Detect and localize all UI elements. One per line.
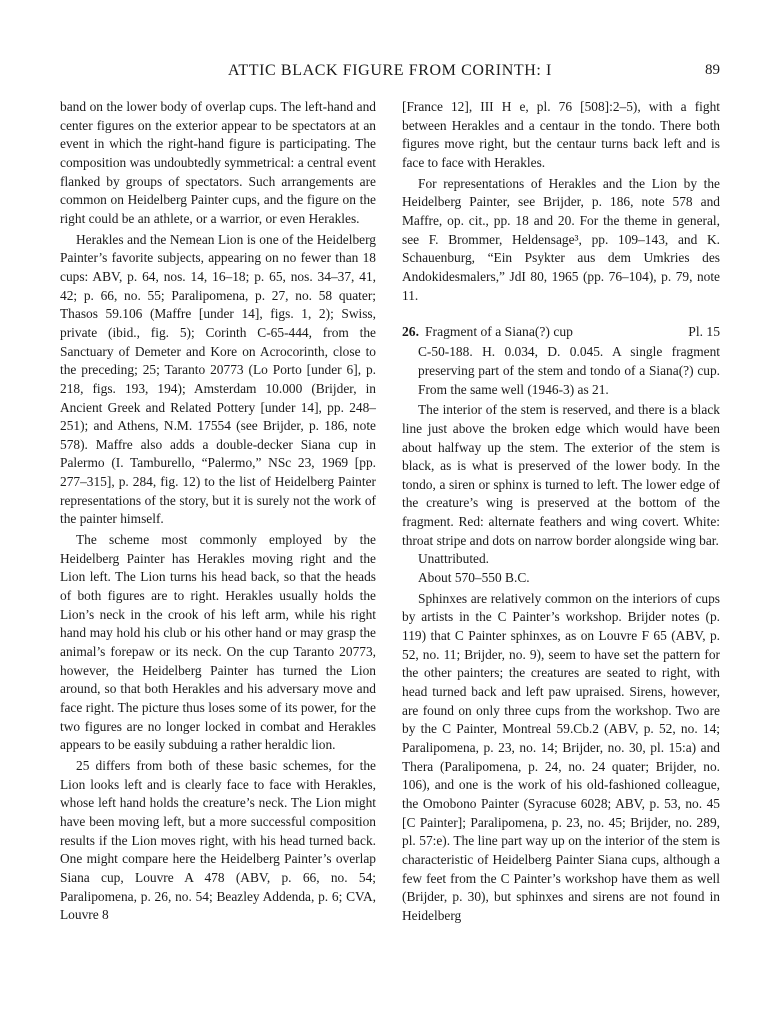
attribution: Unattributed. xyxy=(418,551,490,567)
paragraph: 25 differs from both of these basic schemes, for the Lion looks left and is clearly face to face with Herakles, whose left hand holds the creature’s neck. The Lion might have been moving left, but a more successful composition results if the Lion moves right, with his head turned back. One might compare here the Heidelberg Painter’s overlap Siana cup, Louvre A 478 (ABV, p. 66, no. 54; Paralipomena, p. 26, no. 54; Beazley Addenda, p. 6; CVA, Louvre 8 xyxy=(60,757,376,923)
paragraph: The interior of the stem is reserved, and there is a black line just above the broken edge which would have been about halfway up the stem. The exterior of the stem is black, as is what is preserved of the lower body. In the tondo, a siren or sphinx is turned to left. The lower edge of the creature’s wing is preserved at the bottom of the fragment. Red: alternate feathers and wing covert. White: throat stripe and dots on narrow border alongside wing bar. xyxy=(402,402,720,548)
entry-title: Fragment of a Siana(?) cup xyxy=(425,324,573,340)
entry-plate-reference: Pl. 15 xyxy=(688,324,720,340)
paragraph: [France 12], III H e, pl. 76 [508]:2–5), with a fight between Herakles and a centaur in the tondo. There both figures move right, but the centaur turns back left and is face to face with Herakles. xyxy=(402,99,720,170)
page-header xyxy=(60,62,720,84)
entry-number: 26. xyxy=(402,324,419,340)
left-column xyxy=(60,98,376,925)
running-title: ATTIC BLACK FIGURE FROM CORINTH: I xyxy=(228,62,552,79)
paragraph: Herakles and the Nemean Lion is one of the Heidelberg Painter’s favorite subjects, appearing on no fewer than 18 cups: ABV, p. 64, nos. 14, 16–18; p. 65, nos. 34–37, 41, 42; p. 66, no. 55; Paralipomena, p. 27, no. 58 quater; Thasos 59.106 (Maffre [under 14], figs. 1, 2); Swiss, private (ibid., fig. 5); Corinth C-65-444, from the Sanctuary of Demeter and Kore on Acrocorinth, close to the preceding; 25; Taranto 20773 (Lo Porto [under 6], p. 218, figs. 193, 194); Amsterdam 10.000 (Brijder, in Ancient Greek and Related Pottery [under 14], pp. 248–251); and Athens, N.M. 17554 (see Brijder, p. 186, note 578). Maffre also adds a double-decker Siana cup in Palermo (I. Tamburello, “Palermo,” NSc 23, 1969 [pp. 277–315], p. 284, fig. 12) to the list of Heidelberg Painter representations of the story, but it is surely not the work of the painter himself. xyxy=(60,231,376,527)
entry-description: C-50-188. H. 0.034, D. 0.045. A single fragment preserving part of the stem and tondo of a Siana(?) cup. From the same well (1946-3) as 21. xyxy=(418,344,720,397)
paragraph: Sphinxes are relatively common on the interiors of cups by artists in the C Painter’s workshop. Brijder notes (p. 119) that C Painter sphinxes, as on Louvre F 65 (ABV, p. 52, no. 11; Brijder, no. 9), seem to have set the pattern for the other painters; the creatures are seated to right, with head turned back and left paw upraised. Sirens, however, are found on only three cups from the workshop. Two are by the C Painter, Montreal 59.Cb.2 (ABV, p. 52, no. 14; Paralipomena, p. 23, no. 14; Brijder, no. 30, pl. 15:a) and Thera (Paralipomena, p. 24, no. 24 quater; Brijder, no. 106), and one is the work of his old-fashioned colleague, the Omobono Painter (Syracuse 6028; ABV, p. 53, no. 45 [C Painter]; Paralipomena, p. 23, no. 45; Brijder, no. 289, pl. 57:e). The line part way up on the interior of the stem is characteristic of Heidelberg Painter Siana cups, although a few feet from the C Painter’s workshop have them as well (Brijder, p. 30), but sphinxes and sirens are not found in Heidelberg xyxy=(402,590,720,923)
page-number: 89 xyxy=(705,62,720,78)
paragraph: For representations of Herakles and the Lion by the Heidelberg Painter, see Brijder, p. 186, note 578 and Maffre, op. cit., pp. 18 and 20. For the theme in general, see F. Brommer, Heldensage³, pp. 109–143, and K. Schauenburg, “Ein Psykter aus dem Umkries des Andokidesmalers,” JdI 80, 1965 (pp. 76–104), p. 79, note 11. xyxy=(402,175,720,303)
paragraph: The scheme most commonly employed by the Heidelberg Painter has Herakles moving right and the Lion left. The Lion turns his head back, so that the heads of both figures are to right. Herakles usually holds the Lion’s neck in the crook of his left arm, while his right hand may hold his club or his other hand or may grasp the animal’s forepaw or its neck. On the cup Taranto 20773, however, the Heidelberg Painter has turned the Lion around, so that both Herakles and his adversary move and face right. The picture thus loses some of its power, for the two figures are no longer locked in combat and Herakles appears to be easily subduing a rather heraldic lion. xyxy=(60,532,376,753)
date: About 570–550 B.C. xyxy=(418,570,530,586)
paragraph: band on the lower body of overlap cups. The left-hand and center figures on the exterior appear to be spectators at an event in which the right-hand figure is participating. The composition was undoubtedly symmetrical: a central event flanked by groups of spectators. Such arrangements are common on Heidelberg Painter cups, and the figure on the right could be an athlete, or a warrior, or even Herakles. xyxy=(60,99,376,226)
right-column xyxy=(402,98,720,926)
catalogue-entry-heading xyxy=(402,323,720,343)
